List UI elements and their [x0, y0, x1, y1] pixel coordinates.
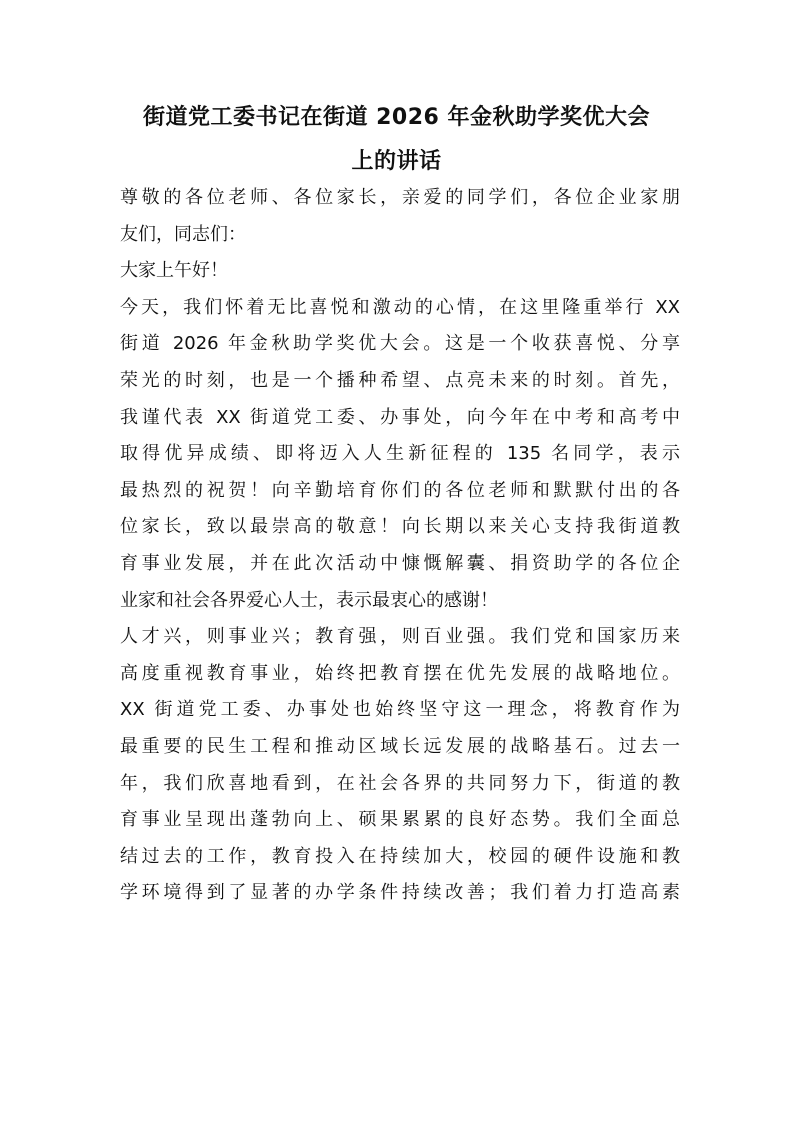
- body-line: 学环境得到了显著的办学条件持续改善；我们着力打造高素: [120, 882, 680, 904]
- speech-body: [120, 180, 680, 912]
- title-line-2: 上的讲话: [351, 149, 442, 174]
- body-line: 高度重视教育事业，始终把教育摆在优先发展的战略地位。: [120, 662, 680, 684]
- body-line: 年，我们欣喜地看到，在社会各界的共同努力下，街道的教: [120, 772, 680, 794]
- body-line: 我谨代表 XX 街道党工委、办事处，向今年在中考和高考中: [120, 406, 680, 428]
- body-line: 街道 2026 年金秋助学奖优大会。这是一个收获喜悦、分享: [120, 333, 680, 355]
- body-line: 大家上午好！: [120, 260, 228, 282]
- body-line: 尊敬的各位老师、各位家长，亲爱的同学们，各位企业家朋: [120, 187, 680, 208]
- body-line: 今天，我们怀着无比喜悦和激动的心情，在这里隆重举行 XX: [120, 296, 680, 318]
- body-line: XX 街道党工委、办事处也始终坚守这一理念，将教育作为: [120, 699, 680, 721]
- title-line-1: 街道党工委书记在街道 2026 年金秋助学奖优大会: [142, 105, 651, 130]
- body-line: 育事业发展，并在此次活动中慷慨解囊、捐资助学的各位企: [120, 552, 680, 574]
- body-line: 取得优异成绩、即将迈入人生新征程的 135 名同学，表示: [120, 443, 680, 465]
- body-line: 荣光的时刻，也是一个播种希望、点亮未来的时刻。首先，: [120, 369, 680, 391]
- body-line: 业家和社会各界爱心人士，表示最衷心的感谢！: [120, 589, 498, 611]
- body-line: 位家长，致以最崇高的敬意！向长期以来关心支持我街道教: [120, 516, 680, 538]
- body-line: 友们，同志们：: [120, 223, 246, 245]
- body-line: 最热烈的祝贺！向辛勤培育你们的各位老师和默默付出的各: [120, 479, 680, 501]
- document-title: [118, 96, 675, 184]
- body-line: 人才兴，则事业兴；教育强，则百业强。我们党和国家历来: [120, 626, 680, 648]
- body-line: 育事业呈现出蓬勃向上、硕果累累的良好态势。我们全面总: [120, 809, 680, 831]
- body-line: 最重要的民生工程和推动区域长远发展的战略基石。过去一: [120, 735, 680, 757]
- body-line: 结过去的工作，教育投入在持续加大，校园的硬件设施和教: [120, 845, 680, 867]
